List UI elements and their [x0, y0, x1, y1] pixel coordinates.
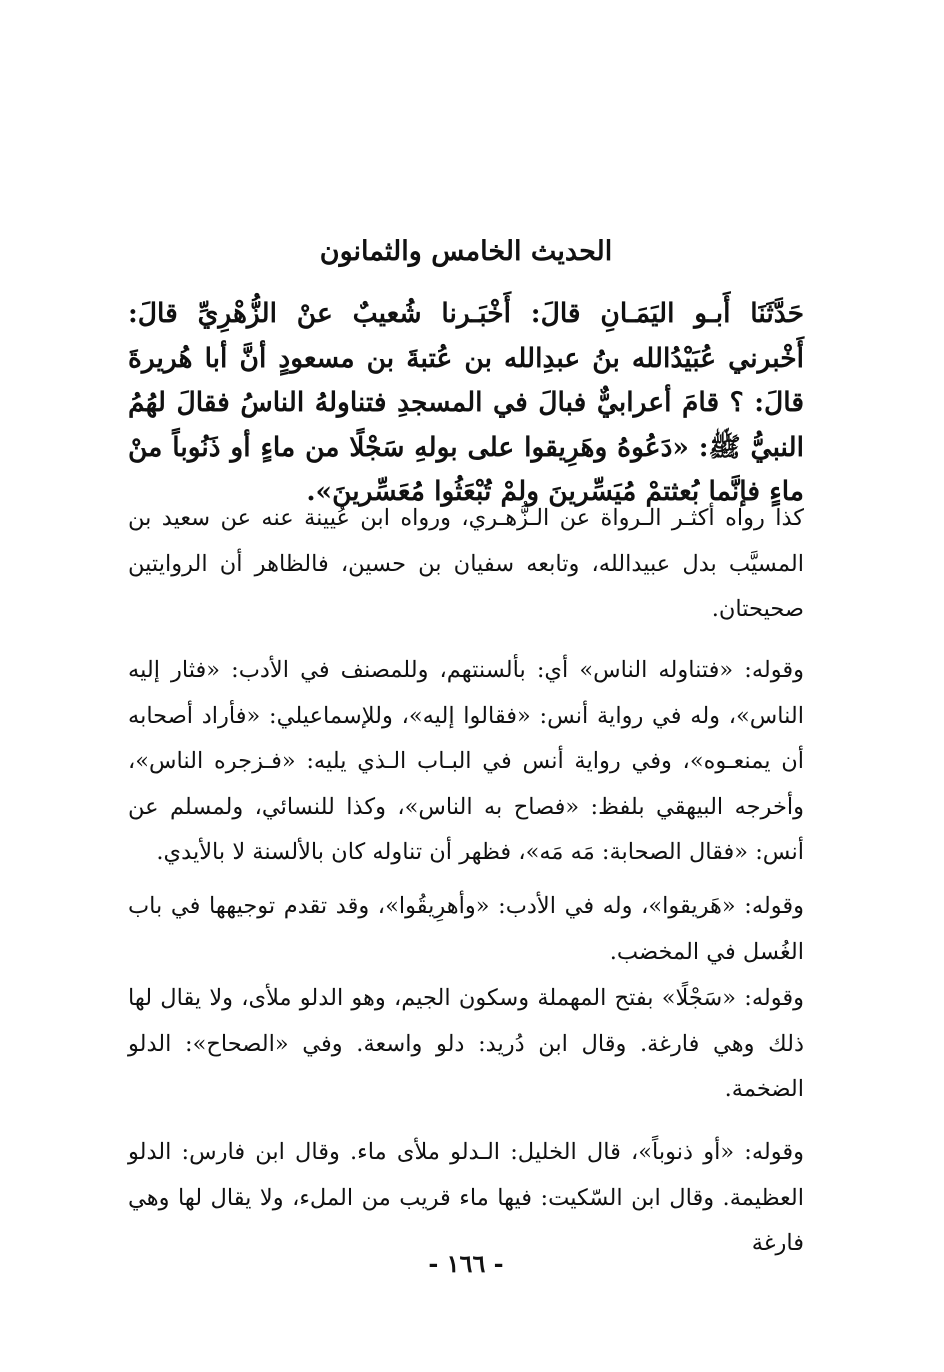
book-page [128, 0, 804, 1372]
commentary-paragraph: وقوله: «سَجْلًا» بفتح المهملة وسكون الجيم، وهو الدلو ملأى، ولا يقال لها ذلك وهي فارغة. وقال ابن دُريد: دلو واسعة. وفي «الصحاح»: الدلو الضخمة. [128, 985, 804, 1102]
commentary-paragraph: وقوله: «فتناوله الناس» أي: بألسنتهم، وللمصنف في الأدب: «فثار إليه الناس»، وله في رواية أنس: «فقالوا إليه»، وللإسماعيلي: «فأراد أصحابه أن يمنعـوه»، وفي رواية أنس في البـاب الـذي يليه: «فـزجره الناس»، وأخرجه البيهقي بلفظ: «فصاح به الناس»، وكذا للنسائي، ولمسلم عن أنس: «فقال الصحابة: مَه مَه»، فظهر أن تناوله كان بالألسنة لا بالأيدي. [128, 657, 804, 865]
commentary-paragraph: وقوله: «أو ذنوباً»، قال الخليل: الـدلو ملأى ماء. وقال ابن فارس: الدلو العظيمة. وقال ابن السّكيت: فيها ماء قريب من الملء، ولا يقال لها وهي فارغة [128, 1139, 804, 1256]
chapter-heading: الحديث الخامس والثمانون [319, 236, 613, 267]
commentary-paragraph: كذا رواه أكثـر الـرواة عن الـزُّهـري، ورواه ابن عُيينة عنه عن سعيد بن المسيَّب بدل عبيدالله، وتابعه سفيان بن حسين، فالظاهر أن الروايتين صحيحتان. [128, 505, 804, 622]
commentary-paragraph: وقوله: «هَريقوا»، وله في الأدب: «وأهرِيقُوا»، وقد تقدم توجيهها في باب الغُسل في المخضب. [128, 893, 804, 965]
hadith-text: حَدَّثَنَا أَبـو اليَمَـانِ قالَ: أَخْبَـرنا شُعيبٌ عنْ الزُّهْرِيِّ قالَ: أَخْبرني عُبَيْدُالله بنُ عبدِالله بن عُتبةَ بن مسعودٍ أنَّ أبا هُريرةَ قالَ: ؟ قامَ أعرابيٌّ فبالَ في المسجدِ فتناولهُ الناسُ فقالَ لهُمُ النبيُّ ﷺ: «دَعُوهُ وهَرِيقوا على بولهِ سَجْلًا من ماءٍ أو ذَنُوباً منْ ماءٍ فإنَّما بُعثتمْ مُيَسِّرينَ ولمْ تُبْعَثُوا مُعَسِّرينَ». [128, 298, 804, 507]
page-number: - ١٦٦ - [428, 1249, 504, 1278]
